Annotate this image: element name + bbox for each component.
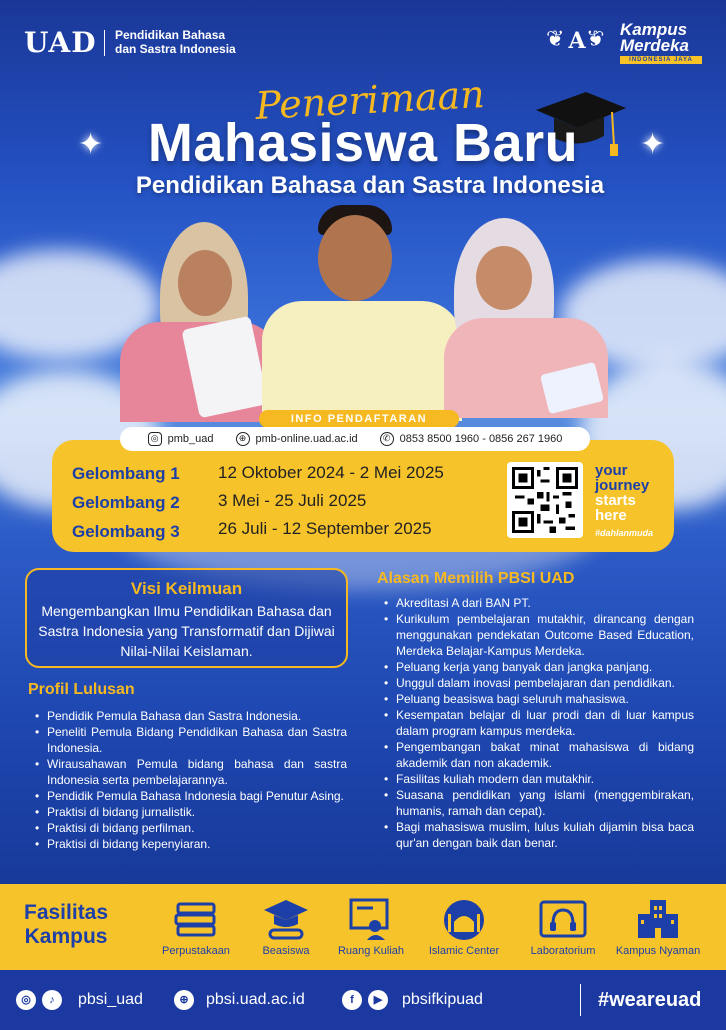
program-name-line1: Pendidikan Bahasa xyxy=(115,28,226,42)
visi-title: Visi Keilmuan xyxy=(130,579,243,598)
hashtag: #weareuad xyxy=(598,989,702,1011)
accreditation-letter: A xyxy=(568,28,586,54)
fb-yt-handle: pbsifkipuad xyxy=(402,991,483,1008)
facility-label: Perpustakaan xyxy=(162,945,230,957)
script-title: Penerimaan xyxy=(254,72,486,128)
list-item: • Bagi mahasiswa muslim, lulus kuliah dijamin bisa baca qur'an dengan baik dan benar. xyxy=(382,819,694,851)
classroom-icon xyxy=(347,896,395,942)
info-label: INFO PENDAFTARAN xyxy=(259,410,459,428)
phone-numbers[interactable]: 0853 8500 1960 - 0856 267 1960 xyxy=(399,433,563,445)
facility-laboratorium xyxy=(513,896,613,957)
visi-box xyxy=(25,568,348,668)
facility-islamic-center xyxy=(414,896,514,957)
footer-website[interactable] xyxy=(174,990,305,1010)
phone-icon: ✆ xyxy=(380,432,394,446)
books-icon xyxy=(172,896,220,942)
list-item: • Peluang beasiswa bagi seluruh mahasiswa. xyxy=(382,691,694,707)
accreditation-badge xyxy=(546,26,606,62)
fasilitas-title-line2: Kampus xyxy=(24,925,108,948)
facility-label: Ruang Kuliah xyxy=(337,945,405,957)
website-link: pbsi.uad.ac.id xyxy=(206,991,305,1008)
laurel-left-icon: ❦ xyxy=(546,26,565,51)
list-item: • Peneliti Pemula Bidang Pendidikan Bahasa dan Sastra Indonesia. xyxy=(33,724,347,756)
laurel-right-icon: ❦ xyxy=(586,26,605,51)
wave-2-name: Gelombang 2 xyxy=(72,493,180,512)
graduation-cap-icon xyxy=(262,896,310,942)
list-item: • Kesempatan belajar di luar prodi dan di luar kampus dalam program kampus merdeka. xyxy=(382,707,694,739)
footer-social[interactable] xyxy=(16,990,143,1010)
journey-word: here xyxy=(595,507,627,524)
fasilitas-band xyxy=(0,884,726,970)
qr-code-icon xyxy=(512,467,578,533)
list-item: • Pendidik Pemula Bahasa dan Sastra Indonesia. xyxy=(33,708,347,724)
list-item: • Akreditasi A dari BAN PT. xyxy=(382,595,694,611)
visi-text: Mengembangkan Ilmu Pendidikan Bahasa dan Sastra Indonesia yang Transformatif dan Dijiwai Nilai-Nilai Keislaman. xyxy=(38,603,335,659)
sparkle-icon: ✦ xyxy=(640,128,666,161)
student-right-photo xyxy=(444,218,608,418)
journey-word: journey xyxy=(595,477,650,494)
facility-kampus-nyaman xyxy=(608,896,708,957)
registration-website[interactable]: pmb-online.uad.ac.id xyxy=(255,433,358,445)
fasilitas-title-line1: Fasilitas xyxy=(24,901,109,924)
headset-icon xyxy=(539,896,587,942)
facility-label: Kampus Nyaman xyxy=(615,945,701,957)
wave-2-date: 3 Mei - 25 Juli 2025 xyxy=(218,491,367,510)
main-title: Mahasiswa Baru xyxy=(147,113,579,173)
fasilitas-title xyxy=(24,901,108,949)
profil-title: Profil Lulusan xyxy=(28,681,135,698)
list-item: • Pengembangan bakat minat mahasiswa di bidang akademik dan non akademik. xyxy=(382,739,694,771)
list-item: • Suasana pendidikan yang islami (menggembirakan, humanis, ramah dan cepat). xyxy=(382,787,694,819)
building-icon xyxy=(634,896,682,942)
qr-code[interactable] xyxy=(507,462,583,538)
tiktok-icon: ♪ xyxy=(42,990,62,1010)
globe-icon: ⊕ xyxy=(174,990,194,1010)
student-center-photo xyxy=(262,205,462,420)
wave-3-name: Gelombang 3 xyxy=(72,522,180,541)
journey-hashtag: #dahlanmuda xyxy=(595,528,654,538)
facility-ruang-kuliah xyxy=(321,896,421,957)
facility-perpustakaan xyxy=(146,896,246,957)
facebook-icon: f xyxy=(342,990,362,1010)
alasan-list xyxy=(382,595,694,851)
list-item: • Wirausahawan Pemula bidang bahasa dan sastra Indonesia serta pembelajarannya. xyxy=(33,756,347,788)
journey-word: your xyxy=(595,462,628,479)
footer-fb-yt[interactable] xyxy=(342,990,483,1010)
list-item: • Praktisi di bidang kepenyiaran. xyxy=(33,836,347,852)
facility-label: Islamic Center xyxy=(428,945,500,957)
program-name-line2: dan Sastra Indonesia xyxy=(115,42,236,56)
facility-label: Beasiswa xyxy=(262,945,310,957)
list-item: • Fasilitas kuliah modern dan mutakhir. xyxy=(382,771,694,787)
kampus-merdeka-tagline: INDONESIA JAYA xyxy=(620,56,702,64)
journey-slogan xyxy=(595,463,653,541)
uad-logo: UAD xyxy=(24,26,97,59)
footer xyxy=(0,970,726,1030)
list-item: • Pendidik Pemula Bahasa Indonesia bagi Penutur Asing. xyxy=(33,788,347,804)
list-item: • Praktisi di bidang jurnalistik. xyxy=(33,804,347,820)
subtitle: Pendidikan Bahasa dan Sastra Indonesia xyxy=(135,172,605,199)
program-name xyxy=(115,28,265,56)
list-item: • Kurikulum pembelajaran mutakhir, dirancang dengan menggunakan pendekatan Outcome Based Education, Merdeka Belajar-Kampus Merdeka. xyxy=(382,611,694,659)
list-item: • Praktisi di bidang perfilman. xyxy=(33,820,347,836)
wave-3-date: 26 Juli - 12 September 2025 xyxy=(218,519,432,538)
journey-word: starts xyxy=(595,492,636,509)
youtube-icon: ▶ xyxy=(368,990,388,1010)
facility-label: Laboratorium xyxy=(530,945,596,957)
globe-icon: ⊕ xyxy=(236,432,250,446)
list-item: • Unggul dalam inovasi pembelajaran dan pendidikan. xyxy=(382,675,694,691)
sparkle-icon: ✦ xyxy=(78,128,104,161)
wave-1-date: 12 Oktober 2024 - 2 Mei 2025 xyxy=(218,463,444,482)
kampus-merdeka-logo xyxy=(620,22,702,66)
mosque-icon xyxy=(440,896,488,942)
instagram-icon: ◎ xyxy=(16,990,36,1010)
kampus-merdeka-word1: Kampus xyxy=(620,20,688,39)
alasan-title: Alasan Memilih PBSI UAD xyxy=(377,570,575,587)
wave-1-name: Gelombang 1 xyxy=(72,464,180,483)
instagram-handle[interactable]: pmb_uad xyxy=(167,433,214,445)
student-left-photo xyxy=(120,222,280,422)
footer-divider xyxy=(580,984,581,1016)
list-item: • Peluang kerja yang banyak dan jangka panjang. xyxy=(382,659,694,675)
profil-list xyxy=(33,708,347,852)
social-handle: pbsi_uad xyxy=(78,991,143,1008)
logo-divider xyxy=(104,30,105,56)
contact-bar xyxy=(120,427,590,451)
instagram-icon: ◎ xyxy=(148,432,162,446)
kampus-merdeka-word2: Merdeka xyxy=(620,36,689,55)
